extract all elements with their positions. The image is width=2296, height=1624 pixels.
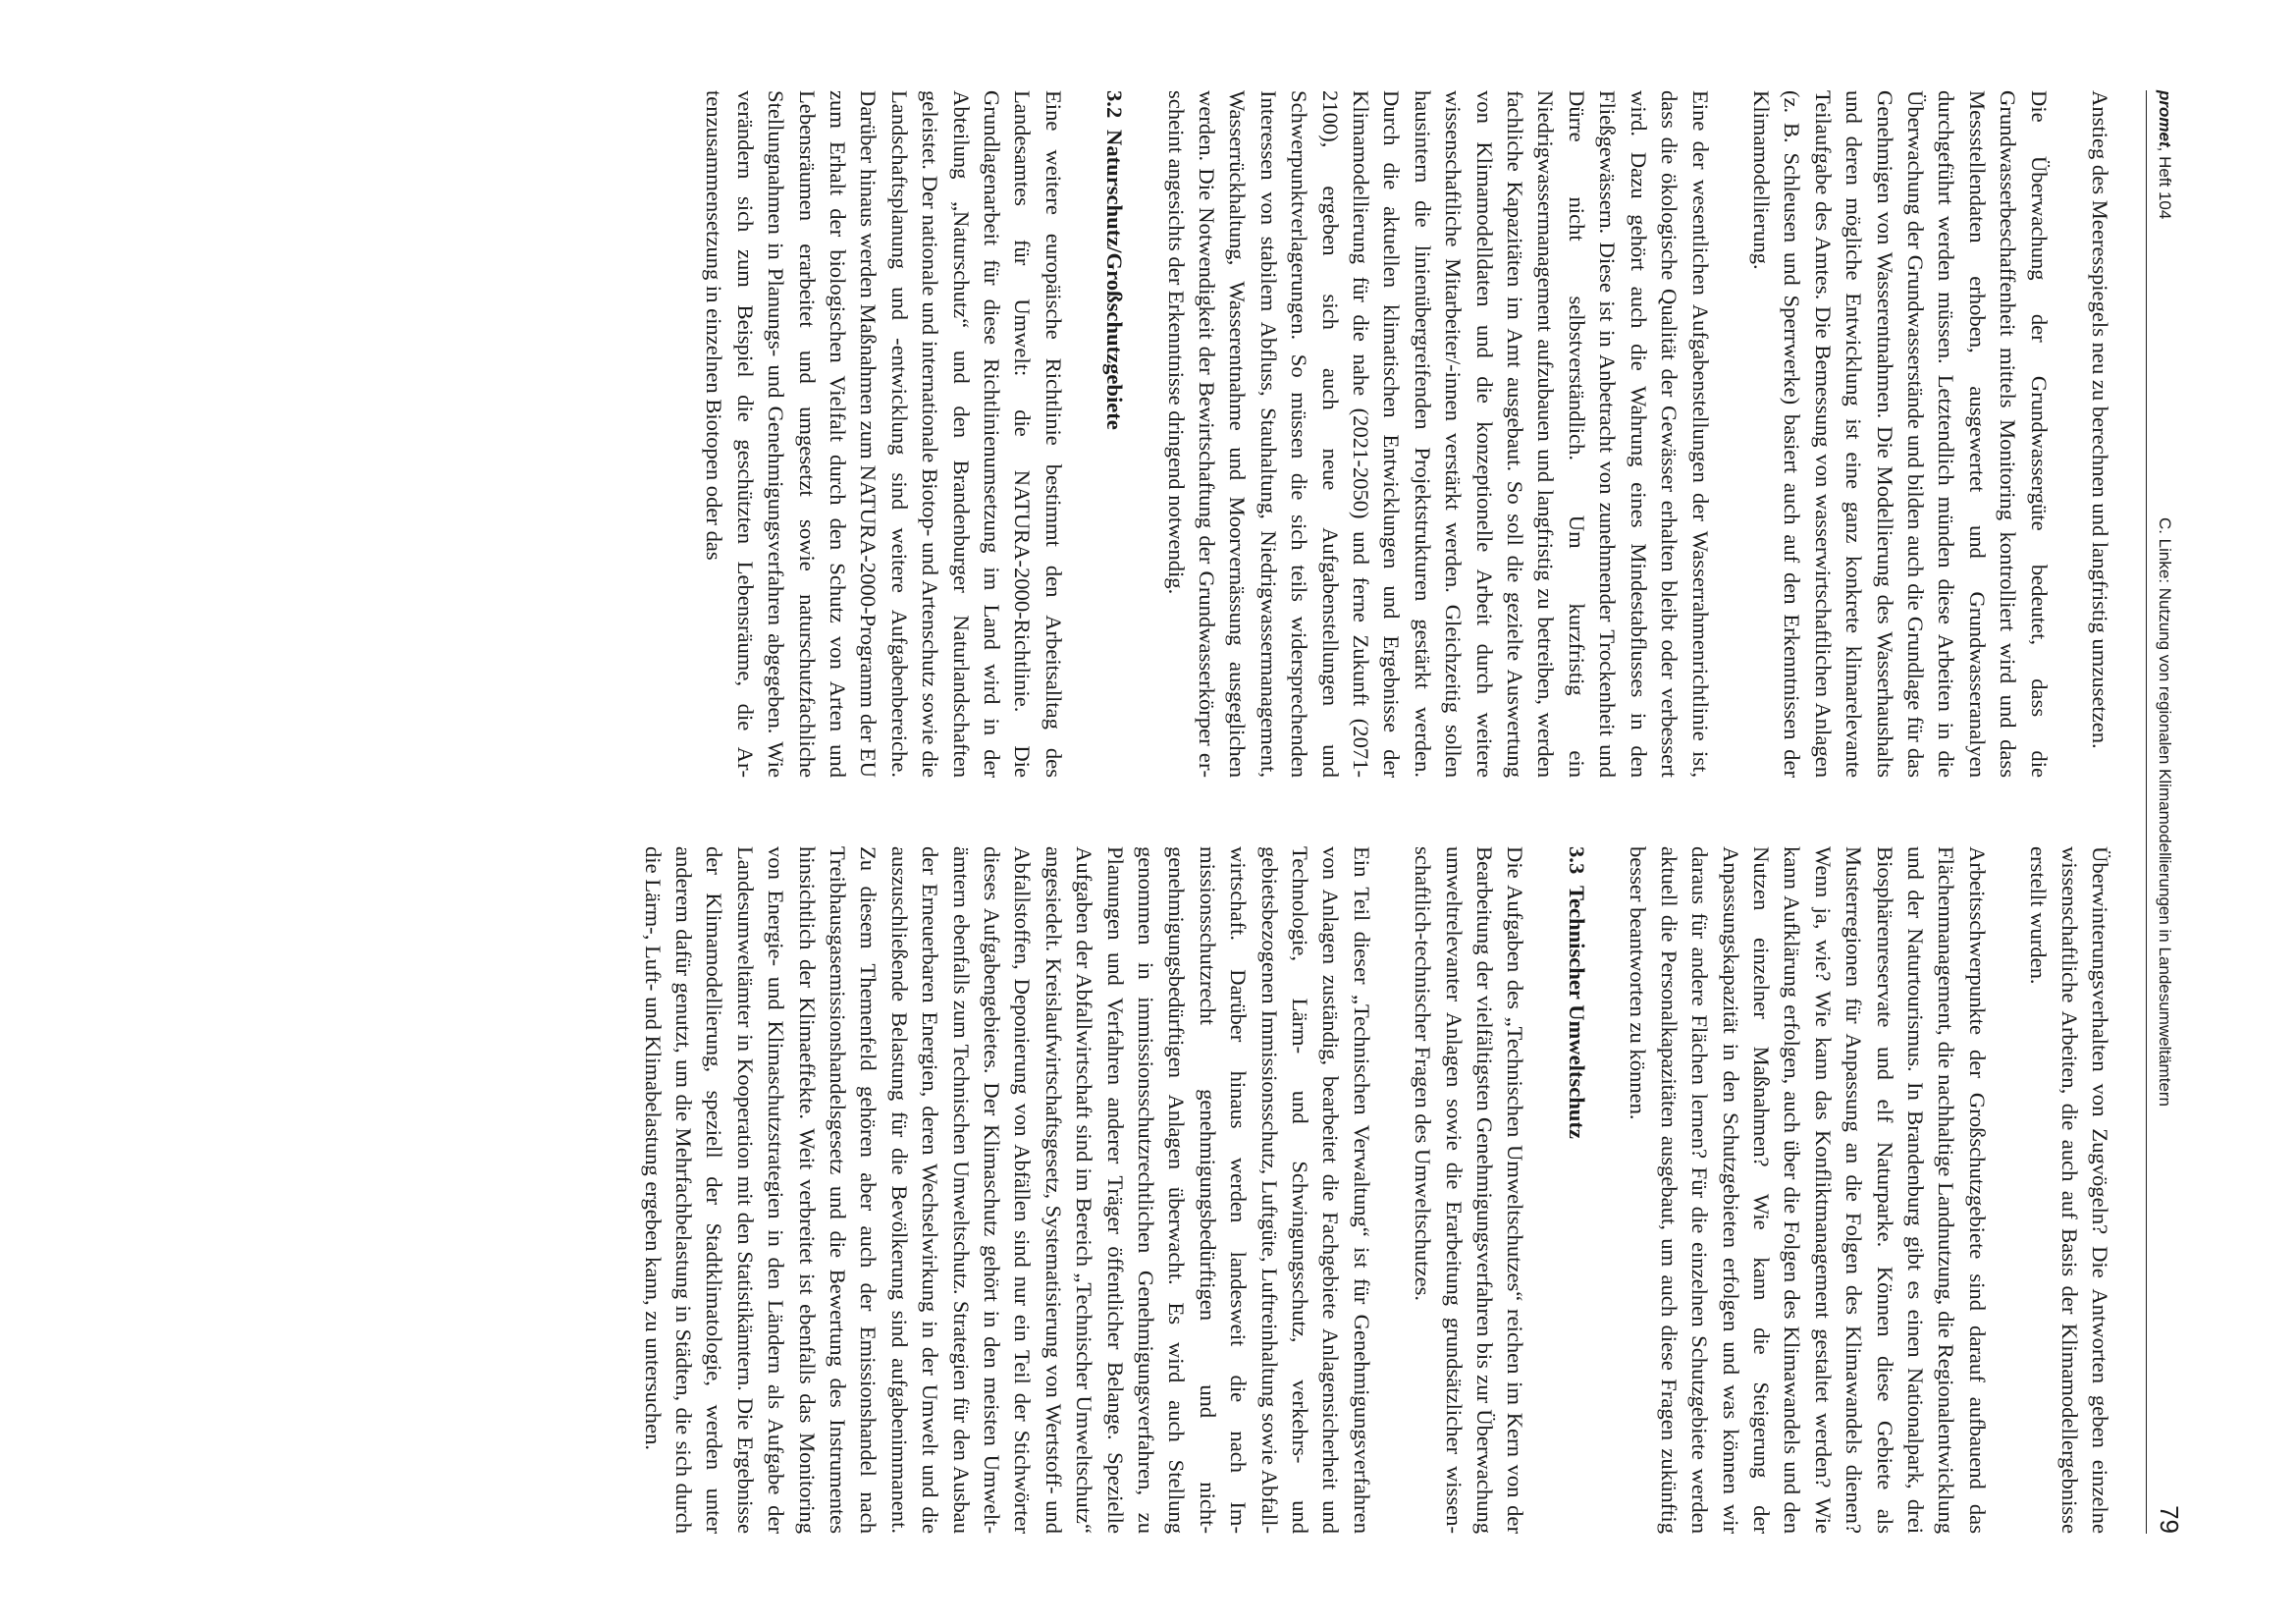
paragraph: Überwinterungsverhalten von Zugvögeln? Die Antworten geben einzelne wissenschaftliche Arbeiten, die auch auf Basis der Klimamodellergebnisse erstellt wurden.	[2026, 846, 2112, 1534]
page-header	[2147, 90, 2186, 1534]
running-title: C. Linke: Nutzung von regionalen Klimamodellierungen in Landesumweltämtern	[2156, 516, 2174, 1108]
section-title: Technischer Umweltschutz	[1564, 886, 1589, 1139]
paragraph: Anstieg des Meeresspiegels neu zu berechnen und langfristig umzusetzen.	[2088, 90, 2112, 749]
paragraph: Arbeitsschwerpunkte der Großschutzgebiete sind darauf aufbauend das Flächenmanagement, die nachhaltige Landnutzung, die Regionalentwicklung und der Naturtourismus. In Brandenburg gibt es einen Nationalpark, drei Biosphärenreservate und elf Naturparke. Können diese Gebiete als Musterregionen für Anpassung an die Folgen des Klimawandels dienen? Wenn ja, wie? Wie kann das Konfliktmanagement gestaltet werden? Wie kann Aufklärung erfolgen, auch über die Folgen des Klimawandels und den Nutzen einzelner Maßnahmen? Wie kann die Steigerung der Anpassungskapazität in den Schutzgebieten erfolgen und was können wir daraus für andere Flächen lernen? Für die einzelnen Schutzgebiete werden aktuell die Personalkapazitäten ausgebaut, um auch diese Fragen zukünftig besser beantworten zu können.	[1626, 846, 1990, 1534]
section-heading-3-3	[1562, 846, 1592, 1534]
paragraph: Ein Teil dieser „Technischen Verwaltung“ ist für Genehmigungsverfahren von Anlagen zuständig, bearbeitet die Fachgebiete Anlagensicherheit und Technologie, Lärm- und Schwingungsschutz, verkehrs- und gebietsbezogenen Immissionsschutz, Luftgüte, Luftreinhaltung sowie Abfallwirtschaft. Darüber hinaus werden landesweit die nach Immissionsschutzrecht genehmigungsbedürftigen und nichtgenehmigungsbedürftigen Anlagen überwacht. Es wird auch Stellung genommen in immissionsschutzrechtlichen Genehmigungsverfahren, zu Planungen und Verfahren anderer Träger öffentlicher Belange. Spezielle Aufgaben der Abfallwirtschaft sind im Bereich „Technischer Umweltschutz“ angesiedelt. Kreislaufwirtschaftsgesetz, Systematisierung von Wertstoff- und Abfallstoffen, Deponierung von Abfällen sind nur ein Teil der Stichwörter dieses Aufgabengebietes. Der Klimaschutz gehört in den meisten Umweltämtern ebenfalls zum Technischen Umweltschutz. Strategien für den Ausbau der Erneuerbaren Energien, deren Wechselwirkung in der Umwelt und die auszuschließende Belastung für die Bevölkerung sind aufgabenimmanent. Zu diesem Themenfeld gehören aber auch der Emissionshandel nach Treibhausgasemissionshandelsgesetz und die Bewertung des Instrumentes hinsichtlich der Klimaeffekte. Weit verbreitet ist ebenfalls das Monitoring von Energie- und Klimaschutzstrategien in den Ländern als Aufgabe der Landesumweltämter in Kooperation mit den Statistikämtern. Die Ergebnisse der Klimamodellierung, speziell der Stadtklimatologie, werden unter anderem dafür genutzt, um die Mehrfachbelastung in Städten, die sich durch die Lärm-, Luft- und Klimabelastung ergeben kann, zu untersuchen.	[640, 846, 1374, 1534]
right-column	[607, 846, 2115, 1534]
page-number: 79	[2155, 1505, 2184, 1534]
section-heading-3-2	[1099, 90, 1130, 778]
left-column	[668, 90, 2115, 778]
section-number: 3.2	[1102, 90, 1128, 119]
journal-name: promet	[2156, 90, 2174, 147]
paragraph: Eine der wesentlichen Aufgabenstellungen der Wasserrahmenrichtlinie ist, dass die ökologische Qualität der Gewässer erhalten bleibt oder verbessert wird. Dazu gehört auch die Wahrung eines Mindestabflusses in den Fließgewässern. Diese ist in Anbetracht von zunehmender Trockenheit und Dürre nicht selbstverständlich. Um kurzfristig ein Niedrigwassermanagement aufzubauen und langfristig zu betreiben, werden fachliche Kapazitäten im Amt ausgebaut. So soll die gezielte Auswertung von Klimamodelldaten und die konzeptionelle Arbeit durch weitere wissenschaftliche Mitarbeiter/-innen verstärkt werden. Gleichzeitig sollen hausintern die linienübergreifenden Projektstrukturen gestärkt werden. Durch die aktuellen klimatischen Entwicklungen und Ergebnisse der Klimamodellierung für die nahe (2021-2050) und ferne Zukunft (2071-2100), ergeben sich auch neue Aufgabenstellungen und Schwerpunktverlagerungen. So müssen die sich teils widersprechenden Interessen von stabilem Abfluss, Stauhaltung, Niedrigwassermanagement, Wasserrückhaltung, Wasserentnahme und Moorvernässung ausgeglichen werden. Die Notwendigkeit der Bewirtschaftung der Grundwasserkörper erscheint angesichts der Erkenntnisse dringend notwendig.	[1163, 90, 1713, 778]
section-title: Naturschutz/Großschutzgebiete	[1102, 130, 1128, 430]
journal-issue: , Heft 104	[2156, 146, 2174, 220]
paragraph: Eine weitere europäische Richtlinie bestimmt den Arbeitsalltag des Landesamtes für Umwelt: die NATURA-2000-Richtlinie. Die Grundlagenarbeit für diese Richtlinienumsetzung im Land wird in der Abteilung „Naturschutz“ und den Brandenburger Naturlandschaften geleistet. Der nationale und internationale Biotop- und Artenschutz sowie die Landschaftsplanung und -entwicklung sind weitere Aufgabenbereiche. Darüber hinaus werden Maßnahmen zum NATURA-2000-Programm der EU zum Erhalt der biologischen Vielfalt durch den Schutz von Arten und Lebensräumen erarbeitet und umgesetzt sowie naturschutzfachliche Stellungnahmen in Planungs- und Genehmigungsverfahren abgegeben. Wie verändern sich zum Beispiel die geschützten Lebensräume, die Artenzusammensetzung in einzelnen Biotopen oder das	[702, 90, 1066, 778]
paragraph: Die Aufgaben des „Technischen Umweltschutzes“ reichen im Kern von der Bearbeitung der vielfältigsten Genehmigungsverfahren bis zur Überwachung umweltrelevanter Anlagen sowie die Erarbeitung grundsätzlicher wissenschaftlich-technischer Fragen des Umweltschutzes.	[1411, 846, 1528, 1534]
paragraph: Die Überwachung der Grundwassergüte bedeutet, dass die Grundwasserbeschaffenheit mittels Monitoring kontrolliert wird und dass Messstellendaten erhoben, ausgewertet und Grundwasseranalyen durchgeführt werden müssen. Letztendlich münden diese Arbeiten in die Überwachung der Grundwasserstände und bilden auch die Grundlage für das Genehmigen von Wasserentnahmen. Die Modellierung des Wasserhaushalts und deren mögliche Entwicklung ist eine ganz konkrete klimarelevante Teilaufgabe des Amtes. Die Bemessung von wasserwirtschaftlichen Anlagen (z. B. Schleusen und Sperrwerke) basiert auch auf den Erkenntnissen der Klimamodellierung.	[1748, 90, 2052, 778]
section-number: 3.3	[1564, 846, 1589, 875]
header-rule	[2146, 90, 2147, 1534]
